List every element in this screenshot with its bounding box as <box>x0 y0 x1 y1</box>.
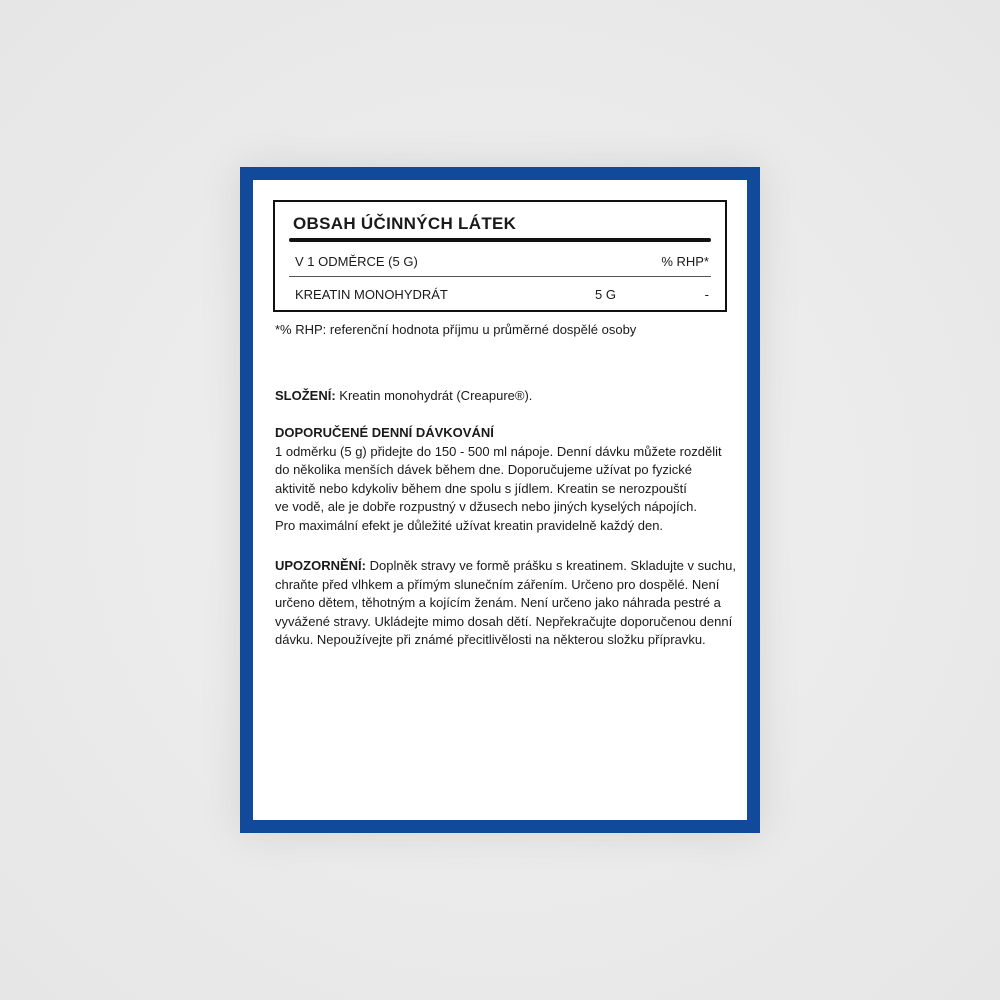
active-ingredients-table <box>273 200 727 312</box>
warning-first-line: Doplněk stravy ve formě prášku s kreatinem. Skladujte v suchu, <box>366 558 736 573</box>
warning-line: vyvážené stravy. Ukládejte mimo dosah dětí. Nepřekračujte doporučenou denní <box>275 613 733 629</box>
table-title: OBSAH ÚČINNÝCH LÁTEK <box>293 214 517 233</box>
dosage-section <box>275 424 745 535</box>
product-label <box>240 167 760 833</box>
dosage-line: aktivitě nebo kdykoliv během dne spolu s jídlem. Kreatin se nerozpouští <box>275 480 687 496</box>
dosage-line: do několika menších dávek během dne. Doporučujeme užívat po fyzické <box>275 462 692 477</box>
warning-section <box>275 557 745 650</box>
ingredient-name: KREATIN MONOHYDRÁT <box>295 287 448 302</box>
composition-section <box>275 387 745 406</box>
header-rhp: % RHP* <box>661 254 709 269</box>
table-header-row <box>295 254 709 269</box>
dosage-line: Pro maximální efekt je důležité užívat kreatin pravidelně každý den. <box>275 517 664 533</box>
header-serving: V 1 ODMĚRCE (5 G) <box>295 254 418 269</box>
composition-text: Kreatin monohydrát (Creapure®). <box>335 388 533 403</box>
table-title-divider <box>289 238 711 242</box>
warning-heading: UPOZORNĚNÍ: <box>275 558 366 573</box>
dosage-line: 1 odměrku (5 g) přidejte do 150 - 500 ml nápoje. Denní dávku můžete rozdělit <box>275 443 722 459</box>
rhp-footnote: *% RHP: referenční hodnota příjmu u průměrné dospělé osoby <box>275 322 637 337</box>
dosage-line: ve vodě, ale je dobře rozpustný v džusech nebo jiných kyselých nápojích. <box>275 499 698 514</box>
warning-line: chraňte před vlhkem a přímým slunečním zářením. Určeno pro dospělé. Není <box>275 576 720 592</box>
composition-heading: SLOŽENÍ: <box>275 388 336 403</box>
dosage-heading: DOPORUČENÉ DENNÍ DÁVKOVÁNÍ <box>275 425 494 440</box>
warning-line: dávku. Nepoužívejte při známé přecitlivělosti na některou složku přípravku. <box>275 632 706 647</box>
table-row <box>295 287 709 302</box>
ingredient-rhp: - <box>704 287 709 302</box>
table-row-divider <box>289 276 711 277</box>
ingredient-amount: 5 G <box>595 287 616 302</box>
warning-line: určeno dětem, těhotným a kojícím ženám. Není určeno jako náhrada pestré a <box>275 595 721 610</box>
